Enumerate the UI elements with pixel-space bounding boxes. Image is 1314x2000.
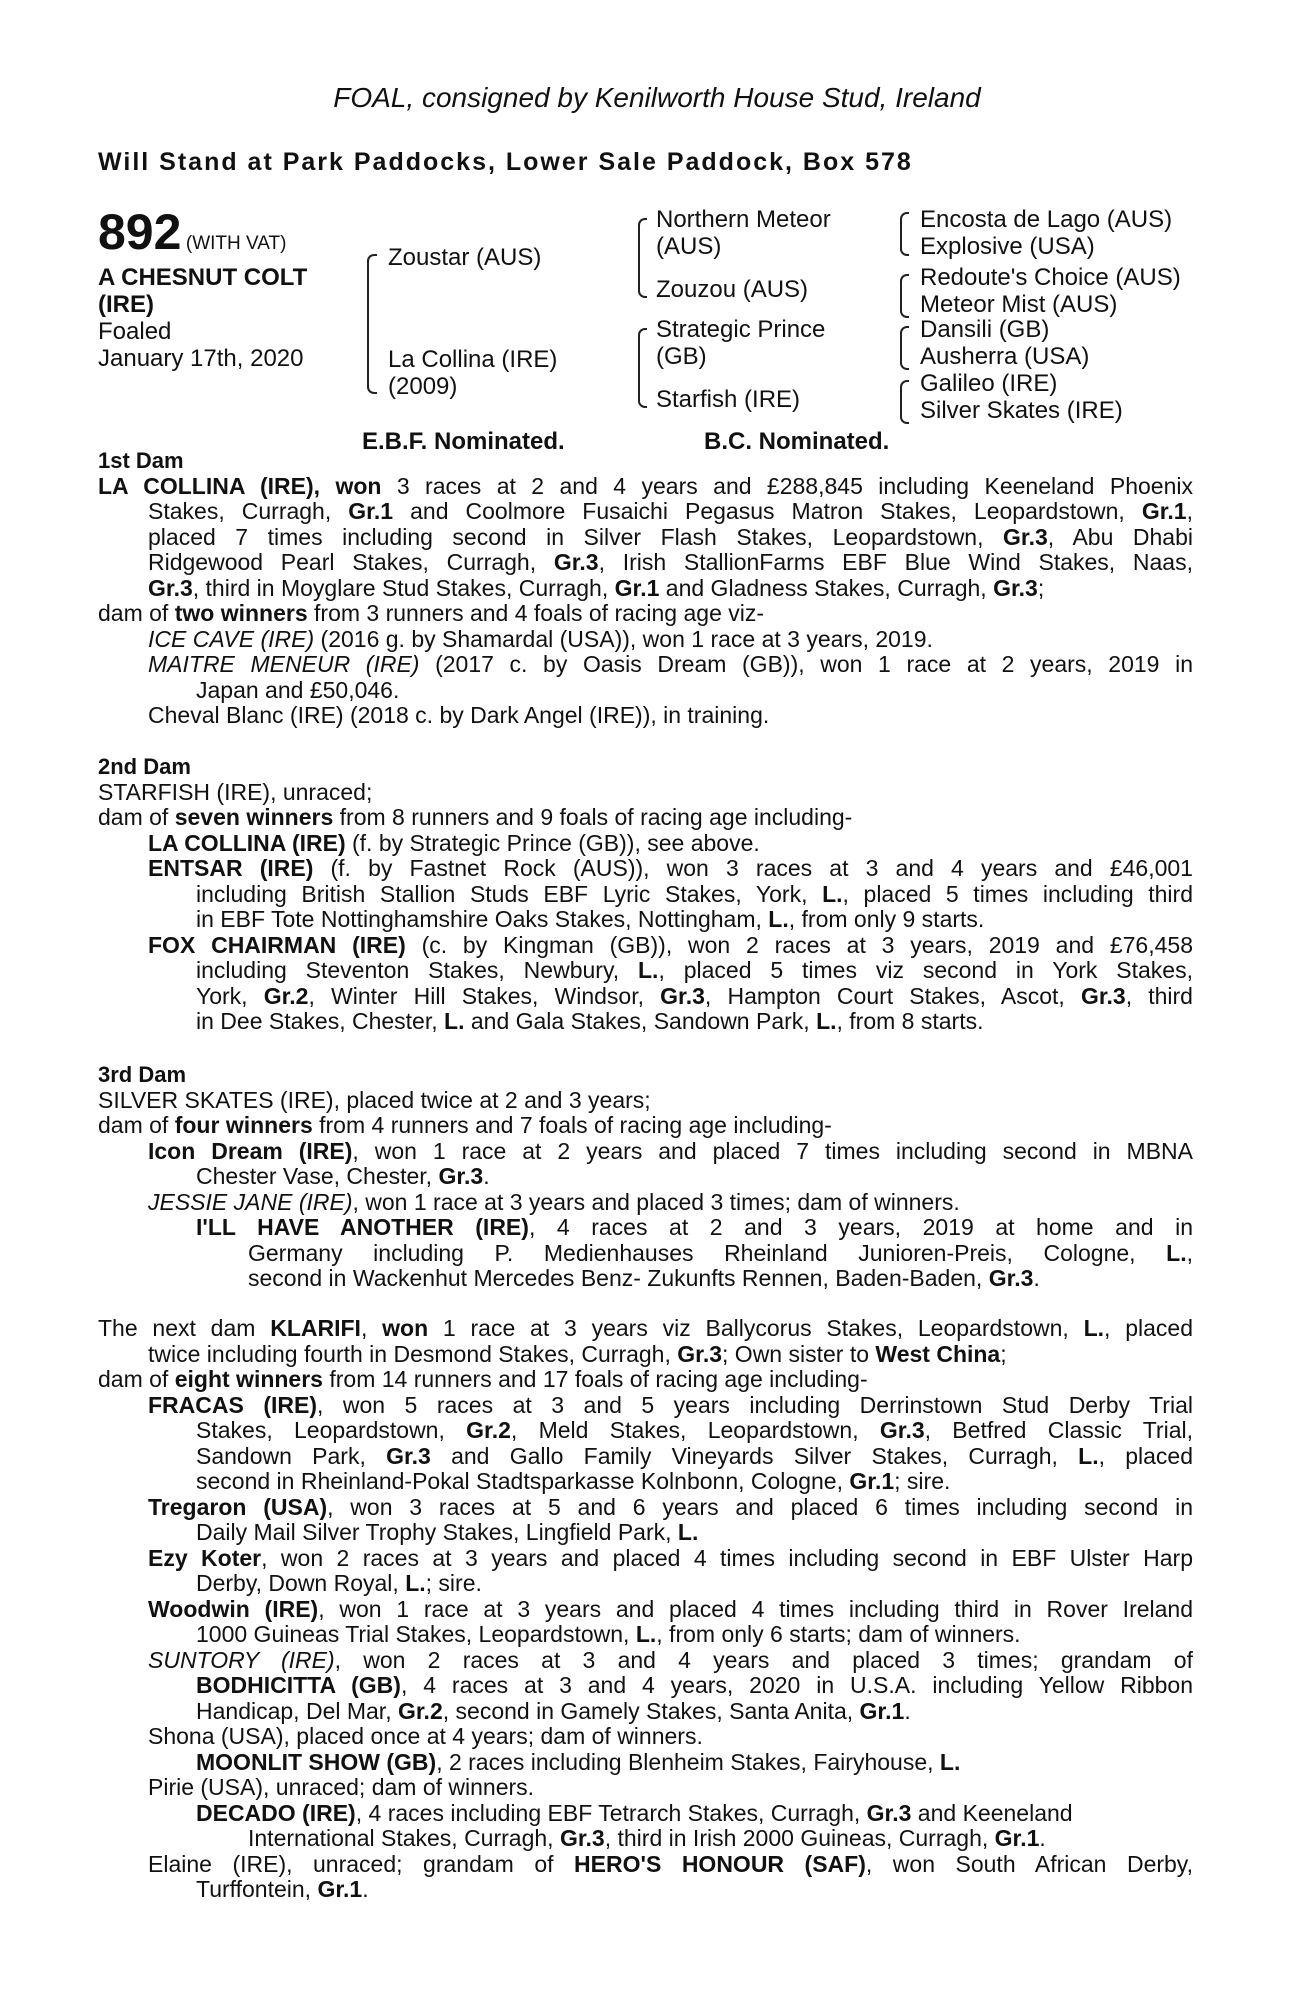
text-run: . (1039, 1825, 1046, 1851)
text-run: Gr.1 (614, 574, 660, 601)
text-run: Handicap, Del Mar, (196, 1697, 398, 1724)
text-run: , 4 races at 3 and 4 years, 2020 in U.S.A. including Yellow Ribbon (400, 1672, 1194, 1698)
first-dam-line (98, 652, 1193, 678)
text-run: Gr.1 (348, 498, 394, 524)
text-run: Gr.3 (553, 549, 599, 575)
text-run: , won 2 races at 3 and 4 years and placed 3 times; grandam of (334, 1646, 1193, 1673)
text-run: , won 2 races at 3 years and placed 4 times including second in EBF Ulster Harp (261, 1544, 1193, 1571)
text-run: and Gladness Stakes, Curragh, (659, 574, 994, 601)
bc-nominated: B.C. Nominated. (704, 428, 890, 455)
text-run: second in Rheinland-Pokal Stadtsparkasse Kolnbonn, Cologne, (196, 1468, 850, 1494)
text-run: L. (444, 1008, 465, 1034)
text-run: Turffontein, (196, 1876, 318, 1902)
text-run: I'LL HAVE ANOTHER (IRE) (196, 1214, 529, 1240)
next-dam-line (98, 1597, 1193, 1623)
text-run: Gr.1 (994, 1825, 1040, 1851)
next-dam-section (98, 1316, 1193, 1903)
text-run: ; sire. (894, 1468, 951, 1494)
text-run: , Meld Stakes, Leopardstown, (510, 1417, 880, 1443)
dam-sire-name: Strategic Prince (656, 316, 826, 343)
text-run: Ridgewood Pearl Stakes, Curragh, (148, 549, 554, 575)
text-run: from 14 runners and 17 foals of racing age including- (322, 1366, 868, 1392)
text-run: Gr.2 (397, 1697, 443, 1724)
text-run: dam of (98, 804, 175, 830)
text-run: dam of (98, 1366, 175, 1392)
text-run: , third in Moyglare Stud Stakes, Curragh, (192, 574, 615, 601)
third-dam-line (98, 1241, 1193, 1267)
text-run: Tregaron (USA) (148, 1493, 328, 1520)
text-run: Derby, Down Royal, (196, 1570, 406, 1596)
text-run: Sandown Park, (196, 1442, 387, 1469)
second-dam-line (98, 933, 1193, 959)
dam-sire-country: (GB) (656, 343, 707, 370)
second-dam-line (98, 856, 1193, 882)
next-dam-line (98, 1852, 1193, 1878)
g3-ddd: Silver Skates (IRE) (920, 397, 1123, 424)
sire-dam-brace (367, 254, 377, 394)
text-run: ICE CAVE (IRE) (148, 625, 315, 652)
dam-year: (2009) (388, 373, 458, 400)
text-run: HERO'S HONOUR (SAF) (574, 1850, 866, 1877)
text-run: Stakes, Curragh, (148, 498, 349, 524)
text-run: Gr.3 (559, 1825, 605, 1851)
text-run: Gr.3 (677, 1340, 723, 1367)
second-dam-line (98, 958, 1193, 984)
third-dam-line (98, 1190, 1193, 1216)
text-run: Stakes, Leopardstown, (196, 1417, 467, 1443)
g3-dsd: Ausherra (USA) (920, 343, 1090, 370)
second-dam-line (98, 907, 1193, 933)
third-dam-heading: 3rd Dam (98, 1062, 187, 1087)
text-run: and Gallo Family Vineyards Silver Stakes, Curragh, (430, 1442, 1079, 1469)
text-run: , won 3 races at 5 and 6 years and placed 6 times including second in (327, 1493, 1193, 1520)
text-run: second in Wackenhut Mercedes Benz- Zukunfts Rennen, Baden-Baden, (248, 1265, 989, 1291)
second-dam-heading: 2nd Dam (98, 754, 191, 779)
next-dam-line (98, 1546, 1193, 1572)
second-dam-line (98, 984, 1193, 1010)
text-run: (c. by Kingman (GB)), won 2 races at 3 years, 2019 and £76,458 (405, 931, 1193, 958)
text-run: L. (405, 1570, 426, 1596)
text-run: , placed 5 times including third (842, 880, 1193, 907)
text-run: LA COLLINA (IRE) (148, 829, 346, 856)
text-run: Ezy Koter (148, 1544, 262, 1571)
next-dam-line (98, 1622, 1193, 1648)
text-run: and Gala Stakes, Sandown Park, (464, 1008, 817, 1034)
text-run: , third (1125, 982, 1193, 1009)
second-dam-section (98, 754, 1193, 1035)
text-run: 1000 Guineas Trial Stakes, Leopardstown, (196, 1621, 636, 1647)
text-run: in EBF Tote Nottinghamshire Oaks Stakes, Nottingham, (196, 906, 769, 932)
text-run: Daily Mail Silver Trophy Stakes, Lingfield Park, (196, 1519, 678, 1545)
first-dam-line: Japan and £50,046. (196, 676, 400, 703)
second-dam-line (98, 1009, 1193, 1035)
text-run: Icon Dream (IRE) (148, 1137, 353, 1164)
text-run: MOONLIT SHOW (GB) (196, 1748, 437, 1775)
vat-label: (WITH VAT) (185, 233, 287, 254)
text-run: , placed (1098, 1442, 1194, 1469)
next-dam-line (98, 1826, 1193, 1852)
text-run: KLARIFI (270, 1315, 361, 1341)
text-run: Gr.3 (660, 982, 705, 1009)
next-dam-line (98, 1495, 1193, 1521)
brace-g3-2 (900, 274, 909, 318)
first-dam-line (98, 525, 1193, 551)
dam-dam-name: Starfish (IRE) (656, 386, 801, 413)
text-run: (f. by Fastnet Rock (AUS)), won 3 races at 3 and 4 years and £46,001 (313, 855, 1193, 881)
text-run: International Stakes, Curragh, (248, 1825, 560, 1851)
text-run: Chester Vase, Chester, (196, 1163, 439, 1189)
text-run: L. (635, 1621, 657, 1647)
text-run: SUNTORY (IRE) (148, 1646, 335, 1673)
text-run: , Betfred Classic Trial, (924, 1417, 1193, 1443)
ebf-nominated: E.B.F. Nominated. (362, 428, 565, 455)
text-run: , from 8 starts. (836, 1008, 984, 1034)
next-dam-line (98, 1520, 1193, 1546)
dam-name: La Collina (IRE) (388, 346, 558, 373)
text-run: Gr.1 (859, 1697, 905, 1724)
text-run: and Keeneland (911, 1799, 1073, 1826)
brace-g3-1 (900, 212, 909, 256)
text-run: L. (1078, 1442, 1099, 1469)
text-run: , from only 6 starts; dam of winners. (656, 1621, 1021, 1647)
consignor-line: FOAL, consigned by Kenilworth House Stud, Ireland (333, 82, 981, 113)
lot-number: 892 (98, 204, 182, 260)
text-run: seven winners (174, 804, 334, 830)
text-run: York, (196, 982, 264, 1009)
next-dam-line (98, 1801, 1193, 1827)
text-run: in Dee Stakes, Chester, (196, 1008, 445, 1034)
first-dam-section (98, 448, 1193, 729)
text-run: , won 5 races at 3 and 5 years including Derrinstown Stud Derby Trial (316, 1391, 1193, 1418)
text-run: L. (939, 1748, 961, 1775)
text-run: ; (1000, 1340, 1007, 1367)
foaled-date: January 17th, 2020 (98, 345, 304, 372)
text-run: Gr.3 (148, 574, 193, 601)
text-run: . (1033, 1265, 1040, 1291)
text-run: ; Own sister to (722, 1340, 876, 1367)
third-dam-line (98, 1113, 1193, 1139)
dam-line-brace (638, 328, 647, 408)
next-dam-line (98, 1469, 1193, 1495)
next-dam-line (98, 1316, 1193, 1342)
text-run: JESSIE JANE (IRE) (148, 1188, 353, 1215)
foaled-label: Foaled (98, 318, 172, 345)
g3-sds: Redoute's Choice (AUS) (920, 264, 1181, 291)
text-run: Gr.1 (1141, 498, 1187, 524)
text-run: from 4 runners and 7 foals of racing age including- (312, 1112, 832, 1138)
text-run: L. (768, 906, 789, 932)
text-run: Gr.3 (866, 1799, 912, 1826)
g3-sss: Encosta de Lago (AUS) (920, 206, 1173, 233)
text-run: dam of (98, 600, 175, 626)
text-run: , third in Irish 2000 Guineas, Curragh, (604, 1825, 995, 1851)
text-run: , Winter Hill Stakes, Windsor, (308, 982, 661, 1009)
text-run: , won 1 race at 3 years and placed 4 times including third in Rover Ireland (318, 1595, 1193, 1622)
third-dam-section (98, 1062, 1193, 1292)
text-run: including British Stallion Studs EBF Lyric Stakes, York, (196, 880, 823, 907)
text-run: , Abu Dhabi (1047, 523, 1193, 550)
third-dam-line: SILVER SKATES (IRE), placed twice at 2 and 3 years; (98, 1086, 651, 1113)
second-dam-line (98, 805, 1193, 831)
text-run: ENTSAR (IRE) (148, 855, 314, 881)
text-run: 3 races at 2 and 4 years and £288,845 including Keeneland Phoenix (381, 472, 1193, 499)
text-run: MAITRE MENEUR (IRE) (148, 651, 420, 677)
text-run: including Steventon Stakes, Newbury, (196, 957, 638, 983)
sire-sire-country: (AUS) (656, 233, 722, 260)
third-dam-line (98, 1164, 1193, 1190)
sire-name: Zoustar (AUS) (388, 244, 542, 271)
text-run: L. (816, 1008, 837, 1034)
g3-dds: Galileo (IRE) (920, 370, 1058, 397)
text-run: Gr.3 (438, 1163, 484, 1189)
text-run: won (382, 1315, 429, 1341)
first-dam-line (98, 499, 1193, 525)
second-dam-line (98, 831, 1193, 857)
text-run: , (1186, 498, 1193, 524)
next-dam-line (98, 1673, 1193, 1699)
third-dam-line (98, 1139, 1193, 1165)
stand-location: Will Stand at Park Paddocks, Lower Sale Paddock, Box 578 (98, 148, 913, 176)
text-run: , won South African Derby, (865, 1850, 1193, 1877)
text-run: (f. by Strategic Prince (GB)), see above. (345, 829, 760, 856)
text-run: , (1186, 1239, 1193, 1266)
first-dam-line: Cheval Blanc (IRE) (2018 c. by Dark Angel (IRE)), in training. (148, 702, 770, 728)
text-run: , Irish StallionFarms EBF Blue Wind Stakes, Naas, (598, 549, 1193, 575)
text-run: FOX CHAIRMAN (IRE) (148, 931, 406, 958)
text-run: , placed 5 times viz second in York Stakes, (658, 957, 1193, 983)
text-run: , 4 races at 2 and 3 years, 2019 at home and in (528, 1214, 1193, 1240)
text-run: Gr.3 (988, 1265, 1034, 1291)
text-run: placed 7 times including second in Silver Flash Stakes, Leopardstown, (148, 523, 1004, 550)
next-dam-line (98, 1393, 1193, 1419)
text-run: LA COLLINA (IRE), won (98, 472, 382, 499)
text-run: . (904, 1697, 911, 1724)
text-run: from 8 runners and 9 foals of racing age including- (333, 804, 853, 830)
lot-description: A CHESNUT COLT (98, 264, 308, 291)
first-dam-line (98, 474, 1193, 500)
text-run: Gr.3 (879, 1417, 925, 1443)
brace-g3-3 (900, 326, 909, 370)
first-dam-line (98, 627, 1193, 653)
text-run: , won 1 race at 3 years and placed 3 times; dam of winners. (352, 1188, 960, 1215)
next-dam-line (98, 1418, 1193, 1444)
text-run: (2017 c. by Oasis Dream (GB)), won 1 race at 2 years, 2019 in (419, 651, 1193, 677)
g3-sdd: Meteor Mist (AUS) (920, 291, 1118, 318)
text-run: Gr.2 (263, 982, 309, 1009)
next-dam-line (98, 1750, 1193, 1776)
text-run: Germany including P. Medienhauses Rheinland Junioren-Preis, Cologne, (248, 1239, 1167, 1266)
text-run: Gr.2 (466, 1417, 511, 1443)
g3-dss: Dansili (GB) (920, 316, 1050, 343)
first-dam-line (98, 576, 1193, 602)
next-dam-line: Shona (USA), placed once at 4 years; dam of winners. (148, 1723, 703, 1749)
text-run: L. (677, 1519, 699, 1545)
sire-dam-name: Zouzou (AUS) (656, 276, 809, 303)
text-run: Woodwin (IRE) (148, 1595, 319, 1622)
third-dam-line (98, 1215, 1193, 1241)
text-run: ; (1037, 574, 1045, 601)
text-run: L. (1083, 1315, 1105, 1341)
text-run: , second in Gamely Stakes, Santa Anita, (442, 1697, 860, 1724)
third-dam-line (98, 1266, 1193, 1292)
text-run: four winners (174, 1112, 313, 1138)
first-dam-heading: 1st Dam (98, 448, 184, 473)
text-run: L. (822, 880, 843, 907)
next-dam-line: Pirie (USA), unraced; dam of winners. (148, 1774, 535, 1800)
text-run: Gr.3 (1003, 523, 1048, 550)
text-run: , 2 races including Blenheim Stakes, Fairyhouse, (436, 1748, 940, 1775)
text-run: Gr.3 (1080, 982, 1126, 1009)
next-dam-line (98, 1367, 1193, 1393)
text-run: . (483, 1163, 490, 1189)
first-dam-line (98, 601, 1193, 627)
text-run: 1 race at 3 years viz Ballycorus Stakes, Leopardstown, (428, 1315, 1084, 1341)
text-run: Gr.3 (993, 574, 1038, 601)
text-run: , Hampton Court Stakes, Ascot, (704, 982, 1081, 1009)
text-run: DECADO (IRE) (196, 1799, 356, 1826)
text-run: Gr.1 (317, 1876, 363, 1902)
next-dam-line (98, 1571, 1193, 1597)
text-run: from 3 runners and 4 foals of racing age viz- (307, 600, 765, 626)
text-run: , placed (1104, 1315, 1193, 1341)
second-dam-line: STARFISH (IRE), unraced; (98, 778, 373, 805)
next-dam-line (98, 1877, 1193, 1903)
next-dam-line (98, 1342, 1193, 1368)
first-dam-line (98, 550, 1193, 576)
text-run: FRACAS (IRE) (148, 1391, 317, 1418)
text-run: L. (638, 957, 659, 983)
text-run: and Coolmore Fusaichi Pegasus Matron Stakes, Leopardstown, (393, 498, 1142, 524)
text-run: , (360, 1315, 383, 1341)
text-run: Gr.1 (849, 1468, 895, 1494)
next-dam-line (98, 1444, 1193, 1470)
next-dam-line (98, 1699, 1193, 1725)
next-dam-line (98, 1648, 1193, 1674)
g3-ssd: Explosive (USA) (920, 233, 1095, 260)
text-run: eight winners (174, 1366, 323, 1392)
text-run: West China (875, 1340, 1001, 1367)
sire-line-brace (638, 218, 647, 298)
text-run: , 4 races including EBF Tetrarch Stakes, Curragh, (355, 1799, 867, 1826)
text-run: Gr.3 (386, 1442, 431, 1469)
text-run: The next dam (98, 1315, 271, 1341)
sire-sire-name: Northern Meteor (656, 206, 831, 233)
text-run: Elaine (IRE), unraced; grandam of (148, 1850, 575, 1877)
lot-number-line (98, 206, 287, 258)
text-run: . (362, 1876, 369, 1902)
text-run: L. (1166, 1239, 1187, 1266)
text-run: two winners (174, 600, 308, 626)
lot-description-country: (IRE) (98, 291, 154, 318)
brace-g3-4 (900, 380, 909, 424)
text-run: , won 1 race at 2 years and placed 7 times including second in MBNA (352, 1137, 1193, 1164)
text-run: BODHICITTA (GB) (196, 1672, 401, 1698)
text-run: ; sire. (425, 1570, 482, 1596)
text-run: (2016 g. by Shamardal (USA)), won 1 race at 3 years, 2019. (314, 625, 933, 652)
text-run: dam of (98, 1112, 175, 1138)
text-run: twice including fourth in Desmond Stakes, Curragh, (148, 1340, 678, 1367)
text-run: , from only 9 starts. (788, 906, 985, 932)
second-dam-line (98, 882, 1193, 908)
